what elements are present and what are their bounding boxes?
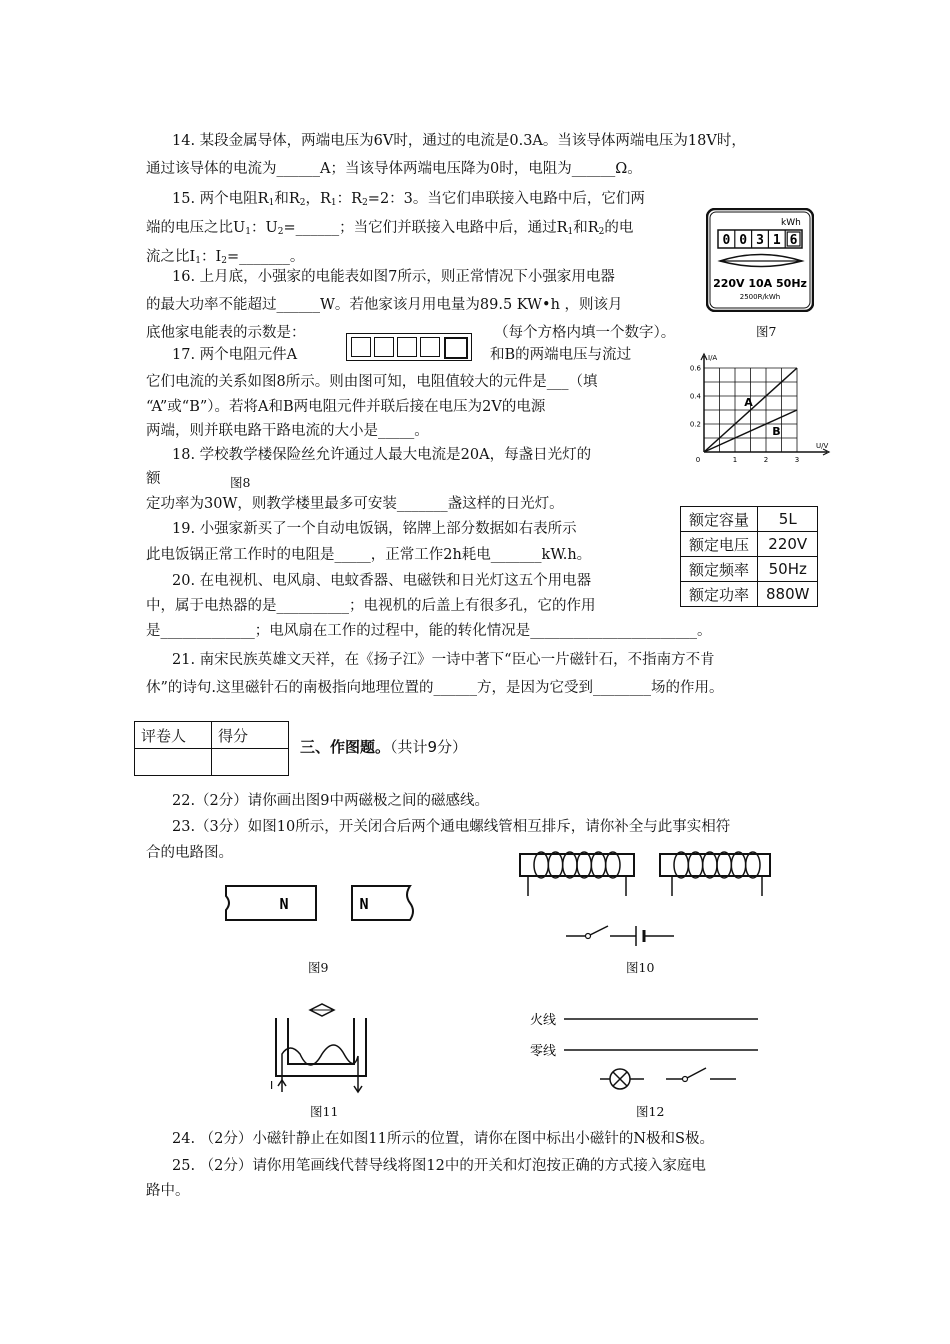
q18-line1: 18. 学校教学楼保险丝允许通过人最大电流是20A，每盏日光灯的 [172,447,592,463]
q19-line2: 此电饭锅正常工作时的电阻是_____，正常工作2h耗电_______kW.h。 [146,547,592,563]
q15-line2: 端的电压之比$U_1$：$U_2=\_\_\_\_\_\_$；当它们并联接入电路中后，通过$R_1$和$R_2$的电 [146,220,634,237]
fig10-caption: 图10 [626,960,655,975]
table-row: 额定电压 220V [681,532,818,557]
q25-line2: 路中。 [146,1183,190,1199]
y-tick-label: 0.4 [689,392,701,401]
meter-answer-boxes[interactable] [346,333,472,361]
magnets-figure [220,882,420,924]
fig8-caption: 图8 [230,475,251,490]
q20-line2: 中，属于电热器的是__________；电视机的后盖上有很多孔，它的作用 [146,598,596,614]
meter-drawing [706,208,814,312]
fig11-caption: 图11 [310,1104,339,1119]
x-tick-label: 3 [794,456,800,464]
answer-box[interactable] [351,337,371,357]
magnet-pole-label: N [279,895,289,913]
electromagnet-figure [266,996,376,1094]
meter-unit: kWh [781,218,801,228]
meter-digit: 3 [756,233,764,248]
solenoids-figure [514,846,784,950]
series-label: A [744,395,753,409]
spec-table [680,506,818,607]
y-tick-label: 0.6 [689,364,701,373]
meter-rating: 220V 10A 50Hz [713,277,807,290]
q17-line1a: 17. 两个电阻元件A [172,347,298,363]
score-cell[interactable] [212,749,289,776]
magnet-pole-label: N [359,895,369,913]
meter-digit: 0 [722,233,731,248]
q16-line3a: 底他家电能表的示数是： [146,325,306,341]
answer-box[interactable] [374,337,394,357]
neutral-wire-label: 零线 [530,1044,557,1059]
q17-line3: “A”或“B”）。若将A和B两电阻元件并联后接在电压为2V的电源 [146,399,546,415]
grader-header: 评卷人 [135,722,212,749]
grader-cell[interactable] [135,749,212,776]
switch-icon [687,1068,706,1078]
fig7-caption: 图7 [756,324,777,339]
fig9-caption: 图9 [308,960,329,975]
q23-line2: 合的电路图。 [146,845,233,861]
q17-line4: 两端，则并联电路干路电流的大小是_____。 [146,423,429,439]
q19-line1: 19. 小强家新买了一个自动电饭锅，铭牌上部分数据如右表所示 [172,521,577,537]
meter-digit: 0 [739,233,748,248]
answer-box[interactable] [444,337,468,359]
ui-chart [682,350,832,470]
live-wire-label: 火线 [530,1013,557,1028]
q15-line3: 流之比$I_1$：$I_2=\_\_\_\_\_\_\_$。 [146,249,305,266]
y-tick-label: 0.2 [689,420,701,429]
q20-line1: 20. 在电视机、电风扇、电蚊香器、电磁铁和日光灯这五个用电器 [172,573,592,589]
q14-line2: 通过该导体的电流为______A；当该导体两端电压降为0时，电阻为______Ω。 [146,161,642,177]
q21-line1: 21. 南宋民族英雄文天祥，在《扬子江》一诗中著下“臣心一片磁针石，不指南方不肯 [172,652,715,668]
meter-digit: 6 [789,233,798,248]
q23-line1: 23.（3分）如图10所示，开关闭合后两个通电螺线管相互排斥，请你补全与此事实相符 [172,819,731,835]
q21-line2: 休”的诗句.这里磁针石的南极指向地理位置的______方，是因为它受到________场的作用。 [146,680,724,696]
q20-line3: 是_____________；电风扇在工作的过程中，能的转化情况是_______________________。 [146,623,712,639]
y-axis-label: I/A [708,354,718,362]
table-row: 额定功率 880W [681,582,818,607]
q17-line2: 它们电流的关系如图8所示。则由图可知，电阻值较大的元件是___（填 [146,374,598,390]
x-axis-label: U/V [816,442,829,450]
q18-line3: 定功率为30W，则教学楼里最多可安装_______盏这样的日光灯。 [146,496,564,512]
meter-digit: 1 [772,233,781,248]
q17-line1b: 和B的两端电压与流过 [490,347,632,363]
table-row: 额定频率 50Hz [681,557,818,582]
q16-line3b: （每个方格内填一个数字）。 [494,325,676,341]
q14-line1: 14. 某段金属导体，两端电压为6V时，通过的电流是0.3A。当该导体两端电压为18V时， [172,133,746,149]
series-label: B [772,425,781,439]
meter-revolutions: 2500R/kWh [739,293,781,301]
score-table [134,721,289,776]
answer-box[interactable] [420,337,440,357]
x-tick-label: 1 [732,456,738,464]
household-circuit-figure [530,1004,770,1098]
fig12-caption: 图12 [636,1104,665,1119]
score-header: 得分 [212,722,289,749]
electric-meter-figure [706,208,814,312]
answer-box[interactable] [397,337,417,357]
table-row: 额定容量 5L [681,507,818,532]
q25-line1: 25. （2分）请你用笔画线代替导线将图12中的开关和灯泡按正确的方式接入家庭电 [172,1158,706,1174]
q16-line1: 16. 上月底，小强家的电能表如图7所示，则正常情况下小强家用电器 [172,269,615,285]
q15-line1: 15. 两个电阻$R_1$和$R_2$，$R_1$：$R_2=2$：3。当它们串联接入电路中后，它们两 [172,191,645,208]
x-tick-label: 0 [695,456,701,464]
q18-line2a: 额 [146,471,161,487]
q22-text: 22.（2分）请你画出图9中两磁极之间的磁感线。 [172,793,490,809]
x-tick-label: 2 [763,456,769,464]
current-label: I [270,1079,274,1092]
q16-line2: 的最大功率不能超过______W。若他家该月用电量为89.5 KW•h ，则该月 [146,297,623,313]
q24-text: 24. （2分）小磁针静止在如图11所示的位置，请你在图中标出小磁针的N极和S极。 [172,1131,714,1147]
section-title: 三、作图题。（共计9分） [300,738,468,756]
